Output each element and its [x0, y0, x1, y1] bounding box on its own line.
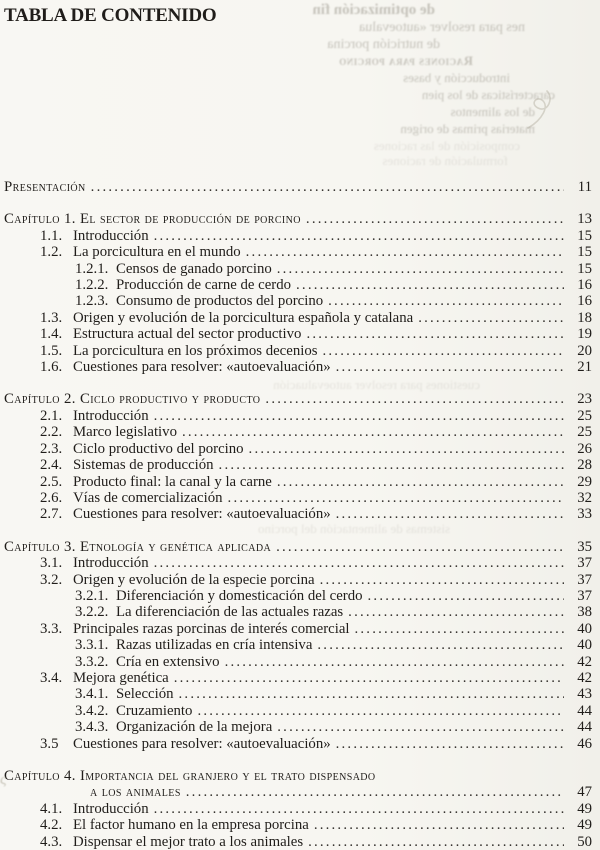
bleedthrough-text: cuestiones para resolver autoevaluación: [273, 378, 480, 392]
entry-page-number: 42: [577, 653, 592, 670]
entry-page-number: 38: [577, 604, 592, 621]
dot-leader: [265, 391, 564, 407]
dot-leader: [336, 736, 564, 752]
bleedthrough-text: Raciones para porcino: [338, 54, 473, 68]
entry-page-number: 32: [577, 489, 592, 506]
entry-number: 2.5.: [40, 473, 63, 490]
entry-label: Sistemas de producción: [73, 457, 214, 474]
bleedthrough-text: características de los pien: [421, 88, 555, 102]
dot-leader: [277, 719, 564, 735]
toc-entry: [4, 539, 592, 555]
entry-page-number: 44: [577, 702, 592, 719]
entry-label: Cruzamiento: [116, 702, 193, 719]
dot-leader: [225, 654, 564, 670]
toc-entry: [4, 719, 592, 735]
entry-page-number: 23: [577, 391, 592, 408]
entry-label: Ciclo productivo del porcino: [73, 440, 244, 457]
toc-entry: [4, 211, 592, 227]
toc-entry: [4, 424, 592, 440]
entry-label: Censos de ganado porcino: [116, 260, 272, 277]
toc-entry: [4, 686, 592, 702]
entry-number: 3.4.3.: [75, 719, 109, 736]
dot-leader: [336, 359, 564, 375]
entry-label: Selección: [116, 686, 174, 703]
entry-page-number: 42: [577, 669, 592, 686]
entry-label: Capítulo 2. Ciclo productivo y producto: [4, 391, 261, 408]
toc-entry: [4, 588, 592, 604]
entry-label: Cuestiones para resolver: «autoevaluación»: [73, 359, 331, 376]
entry-number: 2.2.: [40, 424, 63, 441]
entry-number: 2.3.: [40, 440, 63, 457]
dot-leader: [277, 261, 564, 277]
toc-entry: [4, 244, 592, 260]
entry-label: Estructura actual del sector productivo: [73, 326, 302, 343]
dot-leader: [314, 817, 564, 833]
entry-page-number: 16: [577, 277, 592, 294]
toc-entry: [4, 441, 592, 457]
entry-label: Origen y evolución de la especie porcina: [73, 571, 315, 588]
dot-leader: [186, 784, 564, 800]
entry-page-number: 49: [577, 800, 592, 817]
toc-entry: [4, 768, 592, 784]
toc-entry: [4, 457, 592, 473]
toc-entry: [4, 506, 592, 522]
entry-page-number: 37: [577, 571, 592, 588]
dot-leader: [249, 441, 564, 457]
entry-page-number: 29: [577, 473, 592, 490]
entry-page-number: 26: [577, 440, 592, 457]
entry-label: Vías de comercialización: [73, 489, 223, 506]
dot-leader: [277, 474, 564, 490]
bleedthrough-text: sistemas de alimentación del porcino: [257, 522, 450, 536]
entry-number: 4.2.: [40, 817, 63, 834]
bleedthrough-text: nes para resolver «autoevalua: [359, 20, 525, 35]
entry-page-number: 11: [577, 179, 592, 195]
dot-leader: [154, 408, 564, 424]
entry-page-number: 35: [577, 538, 592, 555]
dot-leader: [276, 539, 564, 555]
entry-label: La diferenciación de las actuales razas: [116, 604, 344, 621]
toc-entry: [4, 621, 592, 637]
bleedthrough-text: de nutrición porcina: [327, 37, 440, 52]
entry-number: 4.1.: [40, 800, 63, 817]
entry-page-number: 33: [577, 506, 592, 523]
dot-leader: [228, 490, 564, 506]
entry-label: Capítulo 3. Etnología y genética aplicada: [4, 538, 272, 555]
bleedthrough-text: de los alimentos: [450, 105, 535, 119]
entry-page-number: 46: [577, 735, 592, 752]
dot-leader: [306, 211, 564, 227]
dot-leader: [179, 686, 564, 702]
entry-number: 3.2.1.: [75, 587, 109, 604]
entry-label: Presentación: [4, 179, 86, 195]
entry-label: Capítulo 4. Importancia del granjero y el trato dispensado: [4, 768, 376, 784]
entry-page-number: 16: [577, 293, 592, 310]
entry-label: Dispensar el mejor trato a los animales: [73, 833, 304, 850]
dot-leader: [320, 572, 564, 588]
entry-page-number: 50: [577, 833, 592, 850]
entry-label: Marco legislativo: [73, 424, 177, 441]
entry-page-number: 40: [577, 637, 592, 654]
toc-entry: [4, 736, 592, 752]
bleedthrough-text: materias primas de origen: [400, 122, 535, 136]
entry-number: 3.3.1.: [75, 637, 109, 654]
dot-leader: [317, 637, 564, 653]
entry-number: 2.4.: [40, 457, 63, 474]
entry-page-number: 40: [577, 620, 592, 637]
dot-leader: [355, 621, 565, 637]
entry-number: 1.2.1.: [75, 260, 109, 277]
toc-entry: [4, 343, 592, 359]
entry-page-number: 21: [577, 359, 592, 376]
entry-page-number: 47: [577, 784, 592, 801]
entry-label: La porcicultura en el mundo: [73, 244, 241, 261]
entry-number: 1.2.2.: [75, 277, 109, 294]
entry-page-number: 15: [577, 244, 592, 261]
toc-entry: [4, 801, 592, 817]
toc-entry: [4, 572, 592, 588]
dot-leader: [336, 506, 564, 522]
toc-entry: [4, 604, 592, 620]
dot-leader: [154, 801, 564, 817]
bleedthrough-text: de optimización fin: [312, 2, 435, 18]
entry-label: a los animales: [90, 784, 181, 801]
entry-label: Razas utilizadas en cría intensiva: [116, 637, 313, 654]
dot-leader: [328, 293, 564, 309]
entry-number: 1.1.: [40, 227, 63, 244]
entry-page-number: 15: [577, 260, 592, 277]
bleedthrough-text: composición de las raciones: [373, 139, 520, 153]
dot-leader: [418, 310, 564, 326]
entry-number: 2.1.: [40, 407, 63, 424]
toc-entry: [4, 228, 592, 244]
toc-entry: [4, 326, 592, 342]
toc-entry: [4, 555, 592, 571]
toc-entry: [4, 310, 592, 326]
entry-number: 1.6.: [40, 359, 63, 376]
toc-entry: [4, 408, 592, 424]
entry-page-number: 49: [577, 817, 592, 834]
toc-entry: [4, 784, 592, 800]
entry-number: 3.4.1.: [75, 686, 109, 703]
toc-entry: [4, 817, 592, 833]
toc-entry: [4, 391, 592, 407]
toc-entry: [4, 637, 592, 653]
entry-label: Cría en extensivo: [116, 653, 220, 670]
entry-label: Introducción: [73, 227, 149, 244]
entry-number: 3.4.2.: [75, 702, 109, 719]
entry-number: 3.3.: [40, 620, 63, 637]
ink-smudge-mark: [520, 86, 560, 134]
entry-number: 2.6.: [40, 489, 63, 506]
toc-entry: [4, 261, 592, 277]
toc-entry: [4, 654, 592, 670]
page-title: TABLA DE CONTENIDO: [4, 5, 217, 26]
entry-number: 3.2.: [40, 571, 63, 588]
entry-label: Producto final: la canal y la carne: [73, 473, 272, 490]
entry-number: 1.4.: [40, 326, 63, 343]
dot-leader: [197, 703, 564, 719]
entry-label: Cuestiones para resolver: «autoevaluación»: [73, 506, 331, 523]
entry-label: El factor humano en la empresa porcina: [73, 817, 309, 834]
dot-leader: [91, 179, 564, 195]
entry-label: Capítulo 1. El sector de producción de porcino: [4, 211, 301, 228]
entry-page-number: 25: [577, 407, 592, 424]
dot-leader: [154, 555, 564, 571]
entry-page-number: 15: [577, 227, 592, 244]
dot-leader: [323, 343, 565, 359]
toc-entry: [4, 359, 592, 375]
dot-leader: [348, 604, 564, 620]
entry-label: Introducción: [73, 555, 149, 572]
entry-label: Organización de la mejora: [116, 719, 273, 736]
entry-label: Diferenciación y domesticación del cerdo: [116, 587, 363, 604]
entry-page-number: 19: [577, 326, 592, 343]
bleedthrough-text: formulación de raciones: [382, 154, 508, 168]
dot-leader: [182, 424, 564, 440]
entry-page-number: 25: [577, 424, 592, 441]
toc-list: [4, 179, 592, 850]
entry-number: 3.3.2.: [75, 653, 109, 670]
entry-number: 3.4.: [40, 669, 63, 686]
entry-page-number: 37: [577, 587, 592, 604]
entry-page-number: 13: [577, 211, 592, 228]
entry-label: Mejora genética: [73, 669, 169, 686]
entry-label: Origen y evolución de la porcicultura española y catalana: [73, 309, 414, 326]
toc-entry: [4, 293, 592, 309]
toc-entry: [4, 670, 592, 686]
entry-label: Producción de carne de cerdo: [116, 277, 292, 294]
toc-entry: [4, 179, 592, 195]
entry-label: La porcicultura en los próximos decenios: [73, 342, 318, 359]
entry-number: 3.2.2.: [75, 604, 109, 621]
entry-label: Introducción: [73, 800, 149, 817]
entry-number: 3.1.: [40, 555, 63, 572]
entry-label: Cuestiones para resolver: «autoevaluación»: [73, 735, 331, 752]
dot-leader: [308, 834, 564, 850]
entry-number: 1.2.3.: [75, 293, 109, 310]
entry-number: 2.7.: [40, 506, 63, 523]
toc-entry: [4, 490, 592, 506]
dot-leader: [219, 457, 564, 473]
dot-leader: [174, 670, 564, 686]
entry-page-number: 37: [577, 555, 592, 572]
entry-page-number: 43: [577, 686, 592, 703]
dot-leader: [306, 326, 564, 342]
toc-entry: [4, 474, 592, 490]
entry-number: 1.5.: [40, 342, 63, 359]
dot-leader: [296, 277, 564, 293]
entry-page-number: 28: [577, 457, 592, 474]
dot-leader: [246, 244, 564, 260]
entry-label: Consumo de productos del porcino: [116, 293, 324, 310]
entry-label: Principales razas porcinas de interés comercial: [73, 620, 350, 637]
entry-number: 4.3.: [40, 833, 63, 850]
bleedthrough-text: introducción y bases: [403, 71, 510, 85]
dot-leader: [368, 588, 564, 604]
entry-number: 3.5: [40, 735, 59, 752]
entry-number: 1.2.: [40, 244, 63, 261]
toc-entry: [4, 703, 592, 719]
toc-entry: [4, 834, 592, 850]
entry-page-number: 18: [577, 309, 592, 326]
entry-page-number: 44: [577, 719, 592, 736]
entry-page-number: 20: [577, 342, 592, 359]
toc-entry: [4, 277, 592, 293]
entry-label: Introducción: [73, 407, 149, 424]
dot-leader: [154, 228, 564, 244]
entry-number: 1.3.: [40, 309, 63, 326]
